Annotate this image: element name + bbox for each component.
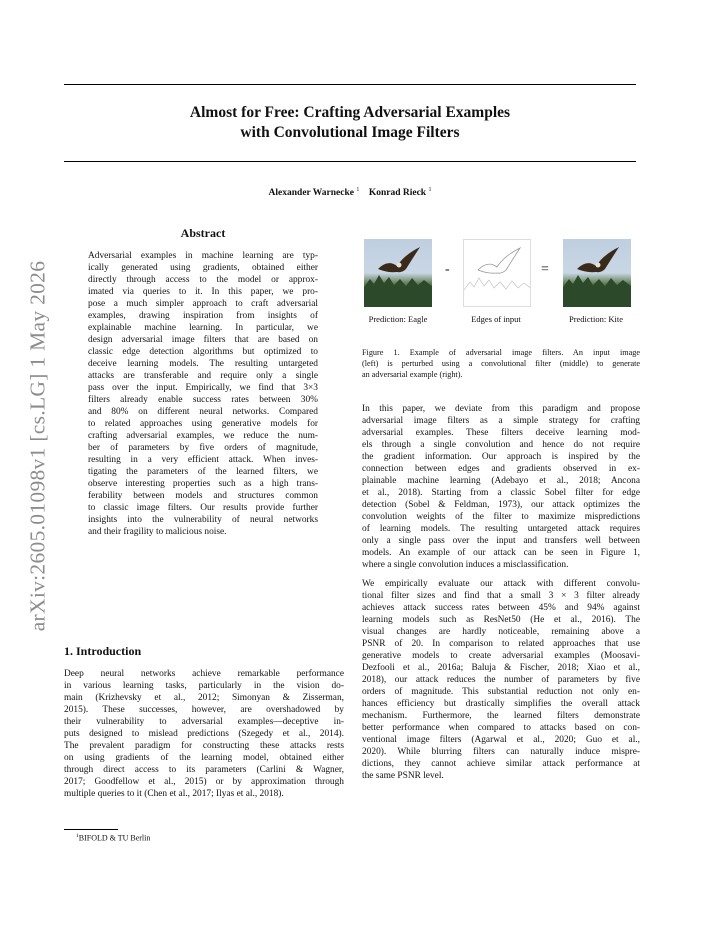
paper-title-line-1: Almost for Free: Crafting Adversarial Examples [189, 104, 511, 121]
body-line: ventional image filters (Agarwal et al., 2020; Guo et al., [362, 735, 640, 745]
abstract-line: Adversarial examples in machine learning are typ- [88, 251, 318, 261]
author-list [64, 187, 636, 198]
body-line: learning models such as ResNet50 (He et al., 2016). The [362, 615, 640, 625]
eagle-photo-graphic [563, 239, 631, 307]
body-line: detection (Sobel & Feldman, 1973), our attack optimizes the [362, 500, 640, 510]
body-line: orders of magnitude. This substantial reduction not only en- [362, 687, 640, 697]
body-line: generative models to create adversarial examples (Moosavi- [362, 651, 640, 661]
body-line: connection between edges and gradients observed in ex- [362, 464, 640, 474]
abstract-line: and 80% on different neural networks. Compared [88, 407, 318, 417]
abstract-line: ically generated using gradients, obtained either [88, 263, 318, 273]
body-line: et al., 2018). Starting from a classic Sobel filter for edge [362, 488, 640, 498]
abstract-line: to classic image filters. Our results provide further [88, 503, 318, 513]
body-line: of learning models. The resulting untargeted attack requires [362, 524, 640, 534]
abstract-line: filters already enable success rates between 30% [88, 395, 318, 405]
body-line: els through a single convolution and hence do not require [362, 440, 640, 450]
body-line: PSNR of 20. In comparison to related approaches that use [362, 639, 640, 649]
body-line: adversarial examples. These filters deceive learning mod- [362, 428, 640, 438]
abstract-line: observe interesting properties such as a high trans- [88, 479, 318, 489]
body-line: visual changes are hardly noticeable, remaining above a [362, 627, 640, 637]
affiliation-mark: 1 [428, 187, 432, 193]
body-line: better performance when compared to attacks based on con- [362, 723, 640, 733]
figure-caption-line: (left) is perturbed using a convolutional filter (middle) to generate [362, 359, 640, 368]
body-line: achieves attack success rates between 45% and 94% against [362, 603, 640, 613]
abstract-line: classic edge detection algorithms but optimized to [88, 347, 318, 357]
body-line: models. An example of our attack can be seen in Figure 1, [362, 548, 640, 558]
intro-line: Deep neural networks achieve remarkable performance [64, 669, 344, 679]
abstract-line: and their fragility to malicious noise. [88, 527, 227, 537]
abstract-line: to related approaches using generative models for [88, 419, 318, 429]
body-line: convolution weights of the filter to maximize mispredictions [362, 512, 640, 522]
abstract-line: explainable machine learning. In particular, we [88, 323, 318, 333]
figure-minus-sign: - [445, 262, 450, 277]
abstract-line: resulting in a very efficient attack. When inves- [88, 455, 318, 465]
abstract-line: insights into the vulnerability of neural networks [88, 515, 318, 525]
arxiv-identifier-stamp: arXiv:2605.01098v1 [cs.LG] 1 May 2026 [25, 260, 50, 632]
affiliation-footnote [76, 833, 150, 843]
abstract-line: design adversarial image filters that are based on [88, 335, 318, 345]
input-eagle-image [364, 239, 432, 307]
body-line: plainable machine learning (Adebayo et al., 2018; Ancona [362, 476, 640, 486]
abstract-line: pass over the input. Empirically, we find that 3×3 [88, 383, 318, 393]
abstract-line: pose a much simpler approach to craft adversarial [88, 299, 318, 309]
figure-caption-line: Figure 1. Example of adversarial image filters. An input image [362, 348, 640, 357]
footnote-rule [64, 829, 118, 830]
figure-equals-sign: = [541, 262, 549, 277]
abstract-line: deceive learning models. The resulting untargeted [88, 359, 318, 369]
affiliation-mark: 1 [356, 187, 360, 193]
title-rule-bottom [64, 161, 636, 162]
intro-line: The prevalent paradigm for constructing these attacks rests [64, 741, 344, 751]
intro-line: in various learning tasks, particularly in the vision do- [64, 681, 344, 691]
body-line: dictions, they cannot achieve similar attack performance at [362, 759, 640, 769]
footnote-text: BIFOLD & TU Berlin [78, 833, 151, 843]
intro-line: on using gradients of the learning model, obtained either [64, 753, 344, 763]
author-name: Alexander Warnecke [268, 188, 354, 199]
abstract-line: tigating the parameters of the learned filters, we [88, 467, 318, 477]
title-rule-top [64, 84, 636, 85]
figure-label-input: Prediction: Eagle [368, 314, 428, 324]
body-line: tional filter sizes and find that a small 3 × 3 filter already [362, 591, 640, 601]
body-line: the gradient information. Our approach is inspired by the [362, 452, 640, 462]
author-name: Konrad Rieck [368, 188, 427, 199]
figure-label-adversarial: Prediction: Kite [568, 314, 624, 324]
paper-title-line-2: with Convolutional Image Filters [240, 124, 460, 141]
intro-line: multiple queries to it (Chen et al., 2017; Ilyas et al., 2018). [64, 789, 284, 799]
intro-line: main (Krizhevsky et al., 2012; Simonyan & Zisserman, [64, 693, 344, 703]
abstract-line: imated via queries to it. In this paper, we pro- [88, 287, 318, 297]
edge-filter-image [463, 239, 531, 307]
eagle-photo-graphic [364, 239, 432, 307]
footnote-mark: 1 [76, 833, 79, 839]
body-line: where a single convolution induces a misclassification. [362, 560, 569, 570]
abstract-line: ber of parameters by five orders of magnitude, [88, 443, 318, 453]
abstract-heading: Abstract [180, 226, 226, 240]
intro-line: their vulnerability to adversarial examples—deceptive in- [64, 717, 344, 727]
abstract-line: examples, drawing inspiration from insights of [88, 311, 318, 321]
intro-line: through direct access to its parameters (Carlini & Wagner, [64, 765, 344, 775]
body-line: hances efficiency but drastically simplifies the overall attack [362, 699, 640, 709]
adversarial-eagle-image [563, 239, 631, 307]
body-line: adversarial image filters as a simple strategy for crafting [362, 416, 640, 426]
abstract-line: directly through access to the model or approx- [88, 275, 318, 285]
figure-label-edges: Edges of input [471, 314, 521, 324]
body-line: the same PSNR level. [362, 771, 444, 781]
abstract-line: ferability between models and structures common [88, 491, 318, 501]
abstract-line: attacks are transferable and require only a single [88, 371, 318, 381]
edge-outline-graphic [464, 240, 531, 307]
body-line: In this paper, we deviate from this paradigm and propose [362, 404, 640, 414]
body-line: 2018), our attack reduces the number of parameters by five [362, 675, 640, 685]
intro-line: 2017; Goodfellow et al., 2015) or by approximation through [64, 777, 344, 787]
intro-line: 2015). These successes, however, are overshadowed by [64, 705, 344, 715]
figure-caption-line: an adversarial example (right). [362, 370, 463, 379]
body-line: only a single pass over the input and transfers well between [362, 536, 640, 546]
abstract-line: crafting adversarial examples, we reduce the num- [88, 431, 318, 441]
body-line: 2020). While blurring filters can naturally induce mispre- [362, 747, 640, 757]
body-line: We empirically evaluate our attack with different convolu- [362, 579, 640, 589]
body-line: Dezfooli et al., 2016a; Baluja & Fischer, 2018; Xiao et al., [362, 663, 640, 673]
body-line: mechanism. Furthermore, the learned filters demonstrate [362, 711, 640, 721]
section-heading-introduction: 1. Introduction [64, 644, 142, 658]
intro-line: puts designed to mislead predictions (Szegedy et al., 2014). [64, 729, 344, 739]
